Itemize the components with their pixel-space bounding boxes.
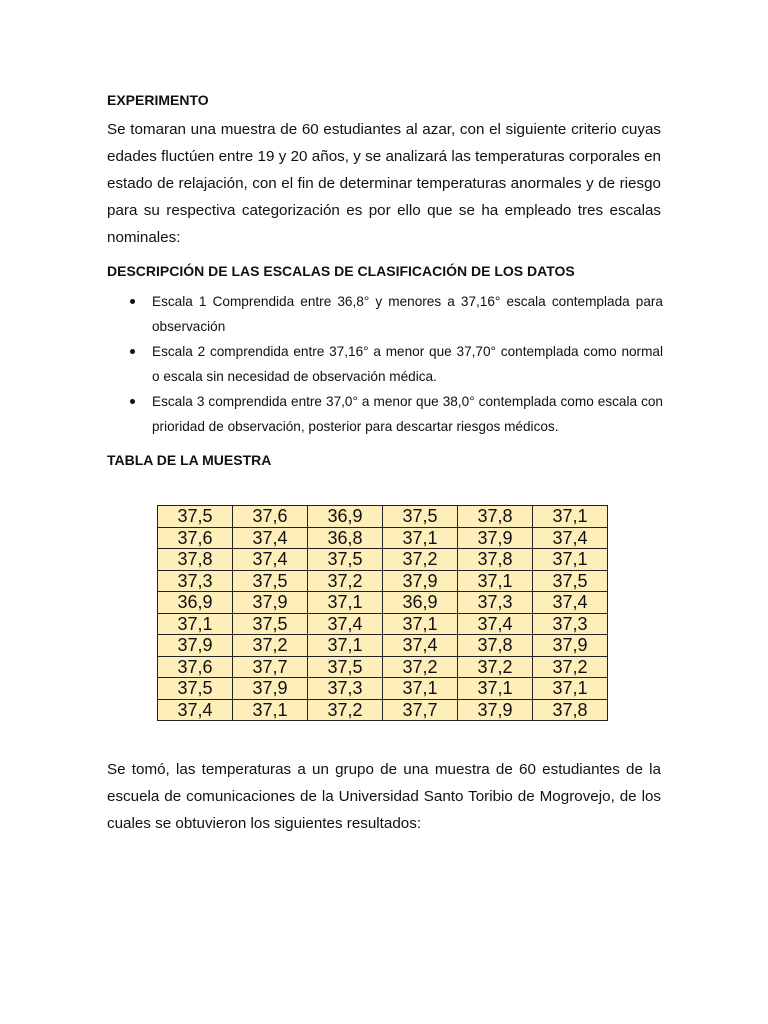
table-cell: 37,4 <box>233 549 308 571</box>
table-cell: 37,9 <box>533 635 608 657</box>
table-cell: 36,9 <box>158 592 233 614</box>
table-cell: 37,7 <box>383 699 458 721</box>
table-cell: 37,6 <box>158 656 233 678</box>
scales-list <box>107 289 663 439</box>
table-cell: 37,5 <box>383 506 458 528</box>
table-cell: 37,2 <box>383 656 458 678</box>
table-cell: 37,2 <box>308 699 383 721</box>
bullet-icon <box>130 299 135 304</box>
sample-table <box>157 505 608 721</box>
table-heading: TABLA DE LA MUESTRA <box>107 452 272 468</box>
table-cell: 37,5 <box>158 506 233 528</box>
table-cell: 37,2 <box>233 635 308 657</box>
table-cell: 37,3 <box>308 678 383 700</box>
table-cell: 37,4 <box>533 592 608 614</box>
table-cell: 36,8 <box>308 527 383 549</box>
table-cell: 37,7 <box>233 656 308 678</box>
table-cell: 37,8 <box>458 635 533 657</box>
scale-item-text: Escala 1 Comprendida entre 36,8° y menores a 37,16° escala contemplada para observación <box>152 294 663 334</box>
table-cell: 37,1 <box>158 613 233 635</box>
table-cell: 37,8 <box>533 699 608 721</box>
table-cell: 37,4 <box>308 613 383 635</box>
table-row <box>158 592 608 614</box>
table-cell: 37,9 <box>233 678 308 700</box>
table-row <box>158 549 608 571</box>
results-paragraph: Se tomó, las temperaturas a un grupo de una muestra de 60 estudiantes de la escuela de comunicaciones de la Universidad Santo Toribio de Mogrovejo, de los cuales se obtuvieron los siguientes resultados: <box>107 761 661 832</box>
table-cell: 37,1 <box>458 570 533 592</box>
table-row <box>158 613 608 635</box>
bullet-icon <box>130 399 135 404</box>
table-cell: 37,1 <box>458 678 533 700</box>
table-cell: 37,5 <box>308 549 383 571</box>
table-cell: 37,5 <box>233 570 308 592</box>
table-cell: 37,5 <box>308 656 383 678</box>
bullet-icon <box>130 349 135 354</box>
table-cell: 37,1 <box>533 678 608 700</box>
scale-item-2 <box>107 339 663 389</box>
table-cell: 36,9 <box>383 592 458 614</box>
table-cell: 37,1 <box>383 613 458 635</box>
scale-item-text: Escala 3 comprendida entre 37,0° a menor que 38,0° contemplada como escala con prioridad de observación, posterior para descartar riesgos médicos. <box>152 394 663 434</box>
table-cell: 37,2 <box>458 656 533 678</box>
table-row <box>158 678 608 700</box>
scale-item-1 <box>107 289 663 339</box>
table-cell: 37,9 <box>383 570 458 592</box>
table-cell: 37,1 <box>383 678 458 700</box>
table-row <box>158 506 608 528</box>
table-cell: 37,4 <box>383 635 458 657</box>
table-cell: 37,6 <box>233 506 308 528</box>
table-cell: 37,1 <box>533 506 608 528</box>
table-cell: 37,4 <box>233 527 308 549</box>
table-cell: 37,1 <box>308 635 383 657</box>
table-cell: 37,2 <box>533 656 608 678</box>
table-cell: 37,5 <box>233 613 308 635</box>
table-cell: 37,3 <box>158 570 233 592</box>
table-cell: 37,9 <box>233 592 308 614</box>
table-row <box>158 635 608 657</box>
table-row <box>158 527 608 549</box>
table-cell: 37,4 <box>458 613 533 635</box>
table-cell: 37,4 <box>158 699 233 721</box>
scale-item-text: Escala 2 comprendida entre 37,16° a menor que 37,70° contemplada como normal o escala sin necesidad de observación médica. <box>152 344 663 384</box>
experiment-heading: EXPERIMENTO <box>107 92 209 108</box>
table-row <box>158 570 608 592</box>
table-cell: 37,8 <box>458 506 533 528</box>
scale-item-3 <box>107 389 663 439</box>
table-cell: 37,6 <box>158 527 233 549</box>
table-cell: 37,2 <box>308 570 383 592</box>
table-row <box>158 656 608 678</box>
table-cell: 37,9 <box>458 699 533 721</box>
table-cell: 37,1 <box>383 527 458 549</box>
table-cell: 37,8 <box>458 549 533 571</box>
table-cell: 37,1 <box>233 699 308 721</box>
table-cell: 37,1 <box>308 592 383 614</box>
table-cell: 37,8 <box>158 549 233 571</box>
table-cell: 37,5 <box>158 678 233 700</box>
table-cell: 37,2 <box>383 549 458 571</box>
table-cell: 37,9 <box>158 635 233 657</box>
table-cell: 37,1 <box>533 549 608 571</box>
table-cell: 36,9 <box>308 506 383 528</box>
scales-heading: DESCRIPCIÓN DE LAS ESCALAS DE CLASIFICACIÓN DE LOS DATOS <box>107 263 575 279</box>
table-cell: 37,3 <box>458 592 533 614</box>
table-cell: 37,3 <box>533 613 608 635</box>
table-row <box>158 699 608 721</box>
table-cell: 37,9 <box>458 527 533 549</box>
table-cell: 37,4 <box>533 527 608 549</box>
experiment-paragraph: Se tomaran una muestra de 60 estudiantes al azar, con el siguiente criterio cuyas edades fluctúen entre 19 y 20 años, y se analizará las temperaturas corporales en estado de relajación, con el fin de determinar temperaturas anormales y de riesgo para su respectiva categorización es por ello que se ha empleado tres escalas nominales: <box>107 121 661 246</box>
table-cell: 37,5 <box>533 570 608 592</box>
